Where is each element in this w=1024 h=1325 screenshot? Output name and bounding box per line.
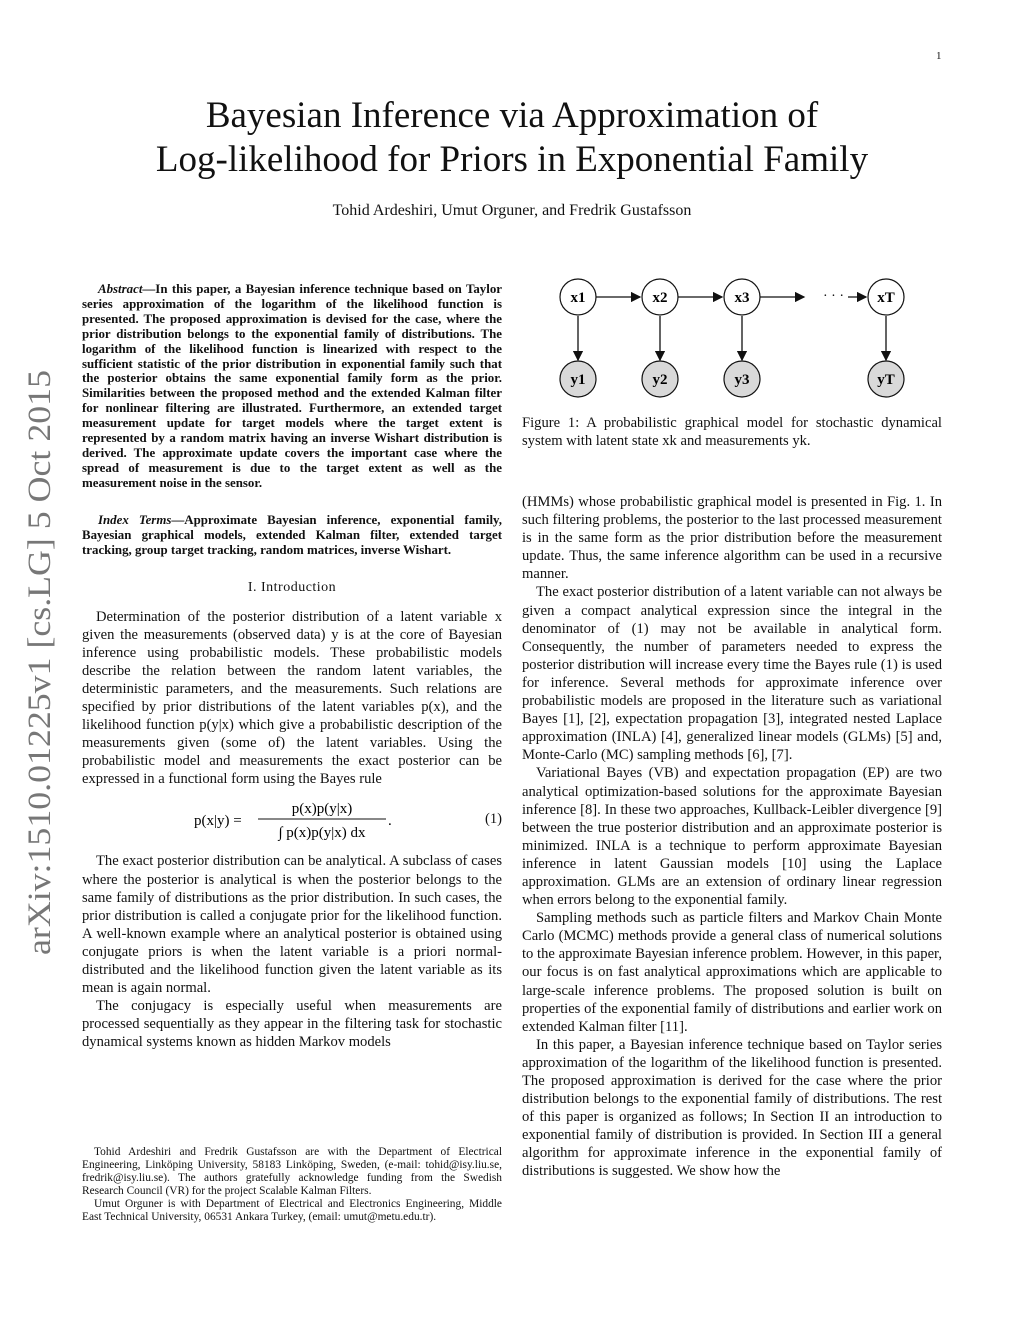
footnote-affiliation-2: Umut Orguner is with Department of Electrical and Electronics Engineering, Middle East Technical University, 06531 Ankara Turkey, (email: umut@metu.edu.tr). xyxy=(82,1198,502,1223)
node-y2 xyxy=(642,361,678,397)
index-terms xyxy=(82,513,502,558)
svg-text:y2: y2 xyxy=(652,372,668,388)
arxiv-stamp-text: arXiv:1510.01225v1 [cs.LG] 5 Oct 2015 xyxy=(22,416,58,955)
footnote-affiliation-1: Tohid Ardeshiri and Fredrik Gustafsson are with the Department of Electrical Engineering, Linköping University, 58183 Linköping, Sweden, (e-mail: tohid@isy.liu.se, fredrik@isy.liu.se). The authors gratefully acknowledge funding from the Swedish Research Council (VR) for the project Scalable Kalman Filters. xyxy=(82,1146,502,1197)
node-x2 xyxy=(642,279,678,315)
abstract-label: Abstract xyxy=(98,282,143,296)
right-paragraph-3: Variational Bayes (VB) and expectation propagation (EP) are two analytical optimization-based solutions for the approximate Bayesian inference [8]. In these two approaches, Kullback-Leibler divergence [9] between the true posterior distribution and an approximate posterior is minimized. INLA is a technique to perform approximate Bayesian inference in latent Gaussian models [10] using the Laplace approximation. GLMs are an extension of ordinary linear regression when errors belong to the exponential family. xyxy=(522,765,942,909)
intro-paragraph-3: The conjugacy is especially useful when measurements are processed sequentially as they appear in the filtering task for stochastic dynamical systems known as hidden Markov models xyxy=(82,998,502,1051)
footnotes xyxy=(82,1144,502,1224)
svg-text:yT: yT xyxy=(877,372,895,388)
right-column xyxy=(522,493,942,1181)
node-x1 xyxy=(560,279,596,315)
svg-text:y1: y1 xyxy=(570,372,586,388)
node-y3 xyxy=(724,361,760,397)
right-paragraph-2: The exact posterior distribution of a latent variable can not always be given a compact analytical expression since the integral in the denominator of (1) may not be available in analytical form. Consequently, the number of parameters needed to express the posterior distribution will increase every time the Bayes rule (1) is used for inference. Several methods for approximate inference over probabilistic models are proposed in the literature such as variational Bayes [1], [2], expectation propagation [3], integrated nested Laplace approximation (INLA) [4], generalized linear models (GLMs) [5] and, Monte-Carlo (MC) sampling methods [6], [7]. xyxy=(522,584,942,764)
svg-text:x2: x2 xyxy=(652,290,668,306)
svg-text:x1: x1 xyxy=(570,290,586,306)
index-terms-text: —Approximate Bayesian inference, exponential family, Bayesian graphical models, extended Kalman filter, extended target tracking, group target tracking, random matrices, inverse Wishart. xyxy=(82,512,503,557)
index-terms-label: Index Terms xyxy=(98,512,172,527)
title-line-1: Bayesian Inference via Approximation of xyxy=(205,95,819,136)
author-list: Tohid Ardeshiri, Umut Orguner, and Fredrik Gustafsson xyxy=(332,202,692,219)
figure-1-caption: Figure 1: A probabilistic graphical model for stochastic dynamical system with latent state xk and measurements yk. xyxy=(522,415,942,450)
figure-1-graphical-model xyxy=(540,278,940,418)
page-number: 1 xyxy=(936,50,942,62)
left-column xyxy=(82,282,502,1051)
svg-text:xT: xT xyxy=(877,290,895,306)
svg-text:y3: y3 xyxy=(734,372,750,388)
paper-title xyxy=(60,94,964,182)
equation-denominator: ∫ p(x)p(y|x) dx xyxy=(278,825,366,842)
title-line-2: Log-likelihood for Priors in Exponential Family xyxy=(155,139,869,180)
intro-paragraph-2: The exact posterior distribution can be analytical. A subclass of cases where the posterior is analytical is when the posterior belongs to the same family of distributions as the prior distribution. In such cases, the prior distribution is called a conjugate prior for the likelihood function. A well-known example where an analytical posterior is obtained using conjugate priors is when the latent variable is a priori normal-distributed and the likelihood function given the latent variable as its mean is again normal. xyxy=(82,853,502,997)
equation-numerator: p(x)p(y|x) xyxy=(291,801,353,818)
equation-number: (1) xyxy=(484,811,502,828)
arxiv-stamp xyxy=(0,0,60,1325)
abstract xyxy=(82,282,502,491)
node-x3 xyxy=(724,279,760,315)
abstract-text: —In this paper, a Bayesian inference technique based on Taylor series approximation of the logarithm of the likelihood function is presented. The proposed approximation is devised for the case, where the prior distribution belongs to the exponential family of distributions. The logarithm of the likelihood function is linearized with respect to the sufficient statistic of the prior distribution in exponential family such that the posterior obtains the same exponential family form as the prior. Similarities between the proposed method and the extended Kalman filter for nonlinear filtering are illustrated. Furthermore, an extended target measurement update for target models where the target extent is represented by a random matrix having an inverse Wishart distribution is derived. The approximate update covers the important case where the spread of measurement is due to the target extent as well as the measurement noise in the sensor. xyxy=(82,282,502,490)
right-paragraph-5: In this paper, a Bayesian inference technique based on Taylor series approximation of the logarithm of the likelihood function is presented. The proposed approximation is derived for the case where the prior distribution belongs to the exponential family of distributions. The rest of this paper is organized as follows; In Section II an introduction to exponential family of distribution is provided. In Section III a general algorithm for approximate inference in the exponential family of distributions is suggested. We show how the xyxy=(522,1036,942,1180)
right-paragraph-1: (HMMs) whose probabilistic graphical model is presented in Fig. 1. In such filtering problems, the posterior to the last processed measurement is in the same form as the prior distribution before the measurement update. Thus, the same inference algorithm can be used in a recursive manner. xyxy=(522,494,942,583)
chain-ellipsis: · · · xyxy=(823,289,844,304)
intro-paragraph-1: Determination of the posterior distribution of a latent variable x given the measurements (observed data) y is at the core of Bayesian inference using probabilistic models. These probabilistic models describe the relation between the random latent variables, the deterministic parameters, and the measurements. Such relations are specified by prior distributions of the latent variables p(x), and the likelihood function p(y|x) which give a probabilistic description of the measurements given (some of) the latent variables. Using the probabilistic model and measurements the exact posterior can be expressed in a functional form using the Bayes rule xyxy=(82,608,502,788)
section-heading-introduction: I. Introduction xyxy=(247,580,337,596)
svg-text:.: . xyxy=(388,813,392,830)
equation-lhs: p(x|y) = xyxy=(194,813,242,830)
svg-text:x3: x3 xyxy=(734,290,750,306)
node-y1 xyxy=(560,361,596,397)
equation-1 xyxy=(82,796,502,844)
node-yT xyxy=(868,361,904,397)
right-paragraph-4: Sampling methods such as particle filters and Markov Chain Monte Carlo (MCMC) methods provide a general class of numerical solutions to the approximate Bayesian inference problem. However, in this paper, our focus is on fast analytical approximations which are applicable to large-scale inference problems. The proposed solution is built on properties of the exponential family of distributions and earlier work on extended Kalman filter [11]. xyxy=(522,910,942,1035)
node-xT xyxy=(868,279,904,315)
